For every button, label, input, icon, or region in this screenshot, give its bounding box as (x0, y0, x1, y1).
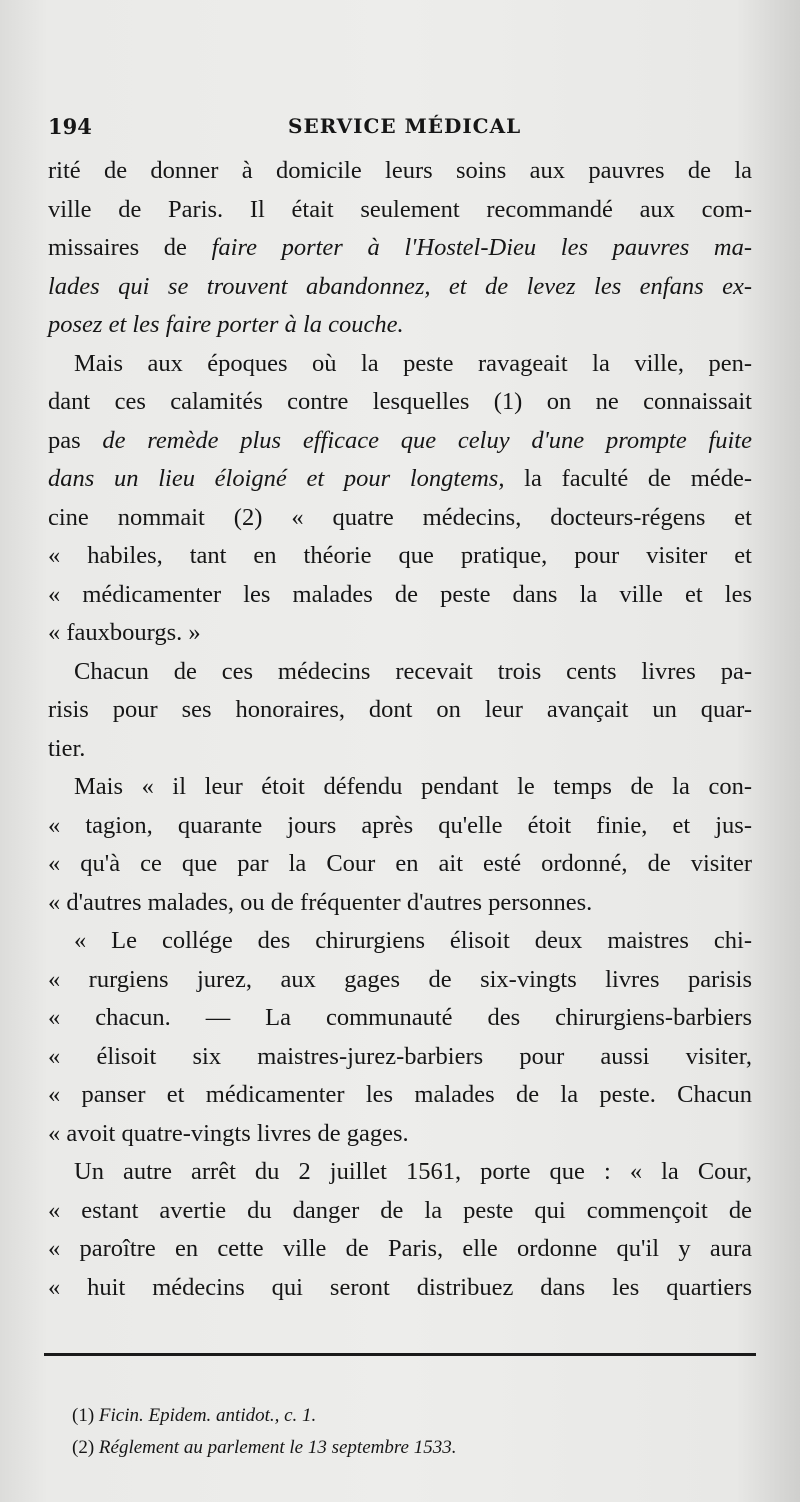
text-segment: « Le collége des chirurgiens élisoit deux maistres chi- (74, 927, 752, 954)
text-line (48, 691, 752, 730)
text-line (48, 1192, 752, 1231)
text-line (48, 1038, 752, 1077)
text-segment: dant ces calamités contre lesquelles (1) on ne connaissait (48, 388, 752, 415)
text-line (48, 345, 752, 384)
text-line (48, 614, 752, 653)
text-line (48, 1076, 752, 1115)
text-segment: « qu'à ce que par la Cour en ait esté ordonné, de visiter (48, 850, 752, 877)
text-segment: « fauxbourgs. » (48, 619, 201, 646)
text-line (48, 768, 752, 807)
text-segment: cine nommait (2) « quatre médecins, docteurs-régens et (48, 503, 752, 531)
italic-text: lades qui se trouvent abandonnez, et de levez les enfans ex- (48, 272, 752, 300)
text-segment: « tagion, quarante jours après qu'elle étoit finie, et jus- (48, 811, 752, 839)
footnote-rule (44, 1353, 756, 1356)
page-number: 194 (48, 114, 92, 139)
body-text (48, 152, 752, 1307)
text-line (48, 807, 752, 846)
text-segment: missaires de (48, 234, 212, 261)
footnote-1 (72, 1400, 752, 1432)
text-line (48, 268, 752, 307)
text-line (48, 383, 752, 422)
text-segment: « huit médecins qui seront distribuez dans les quartiers (48, 1273, 752, 1301)
italic-text: faire porter à l'Hostel-Dieu les pauvres ma- (211, 234, 752, 261)
page-header (48, 112, 752, 146)
footnote-text: Réglement au parlement le 13 septembre 1533. (98, 1437, 457, 1458)
text-segment: « paroître en cette ville de Paris, elle ordonne qu'il y aura (48, 1235, 752, 1262)
text-line (48, 730, 752, 769)
text-segment: la faculté de méde- (504, 465, 752, 492)
text-segment: « estant avertie du danger de la peste qui commençoit de (48, 1196, 752, 1224)
text-line (48, 961, 752, 1000)
text-line (48, 884, 752, 923)
text-segment: « médicamenter les malades de peste dans la ville et les (48, 580, 752, 608)
text-segment: Un autre arrêt du 2 juillet 1561, porte que : « la Cour, (74, 1158, 752, 1185)
text-segment: « d'autres malades, ou de fréquenter d'autres personnes. (48, 888, 593, 916)
text-segment: ville de Paris. Il était seulement recommandé aux com- (48, 195, 752, 223)
text-line (48, 152, 752, 191)
text-segment: tier. (48, 734, 86, 762)
text-line (48, 1230, 752, 1269)
text-line (48, 499, 752, 538)
text-line (48, 537, 752, 576)
footnote-text: Ficin. Epidem. antidot., c. 1. (98, 1405, 317, 1426)
footnotes (72, 1400, 752, 1464)
text-line (48, 653, 752, 692)
text-segment: « rurgiens jurez, aux gages de six-vingts livres parisis (48, 965, 752, 993)
italic-text: posez et les faire porter à la couche. (48, 311, 404, 338)
text-line (48, 1115, 752, 1154)
text-line (48, 1269, 752, 1308)
text-segment: risis pour ses honoraires, dont on leur avançait un quar- (48, 696, 752, 723)
running-head: SERVICE MÉDICAL (288, 114, 522, 138)
italic-text: de remède plus efficace que celuy d'une prompte fuite (102, 426, 752, 454)
text-segment: « élisoit six maistres-jurez-barbiers pour aussi visiter, (48, 1042, 752, 1070)
text-line (48, 1153, 752, 1192)
text-line (48, 306, 752, 345)
italic-text: dans un lieu éloigné et pour longtems, (48, 465, 505, 492)
text-line (48, 191, 752, 230)
text-line (48, 922, 752, 961)
text-segment: rité de donner à domicile leurs soins aux pauvres de la (48, 157, 752, 184)
footnote-mark: (1) (72, 1405, 95, 1426)
text-line (48, 460, 752, 499)
text-segment: Mais aux époques où la peste ravageait la ville, pen- (74, 349, 752, 377)
text-segment: « chacun. — La communauté des chirurgiens-barbiers (48, 1004, 752, 1031)
footnote-mark: (2) (72, 1437, 95, 1458)
text-line (48, 845, 752, 884)
text-line (48, 999, 752, 1038)
text-segment: Chacun de ces médecins recevait trois cents livres pa- (74, 657, 752, 685)
text-segment: Mais « il leur étoit défendu pendant le temps de la con- (74, 773, 752, 800)
text-segment: « avoit quatre-vingts livres de gages. (48, 1119, 409, 1147)
text-line (48, 422, 752, 461)
text-line (48, 576, 752, 615)
text-line (48, 229, 752, 268)
text-segment: « habiles, tant en théorie que pratique, pour visiter et (48, 542, 752, 569)
text-segment: « panser et médicamenter les malades de la peste. Chacun (48, 1081, 752, 1108)
footnote-2 (72, 1432, 752, 1464)
text-segment: pas (48, 426, 103, 454)
